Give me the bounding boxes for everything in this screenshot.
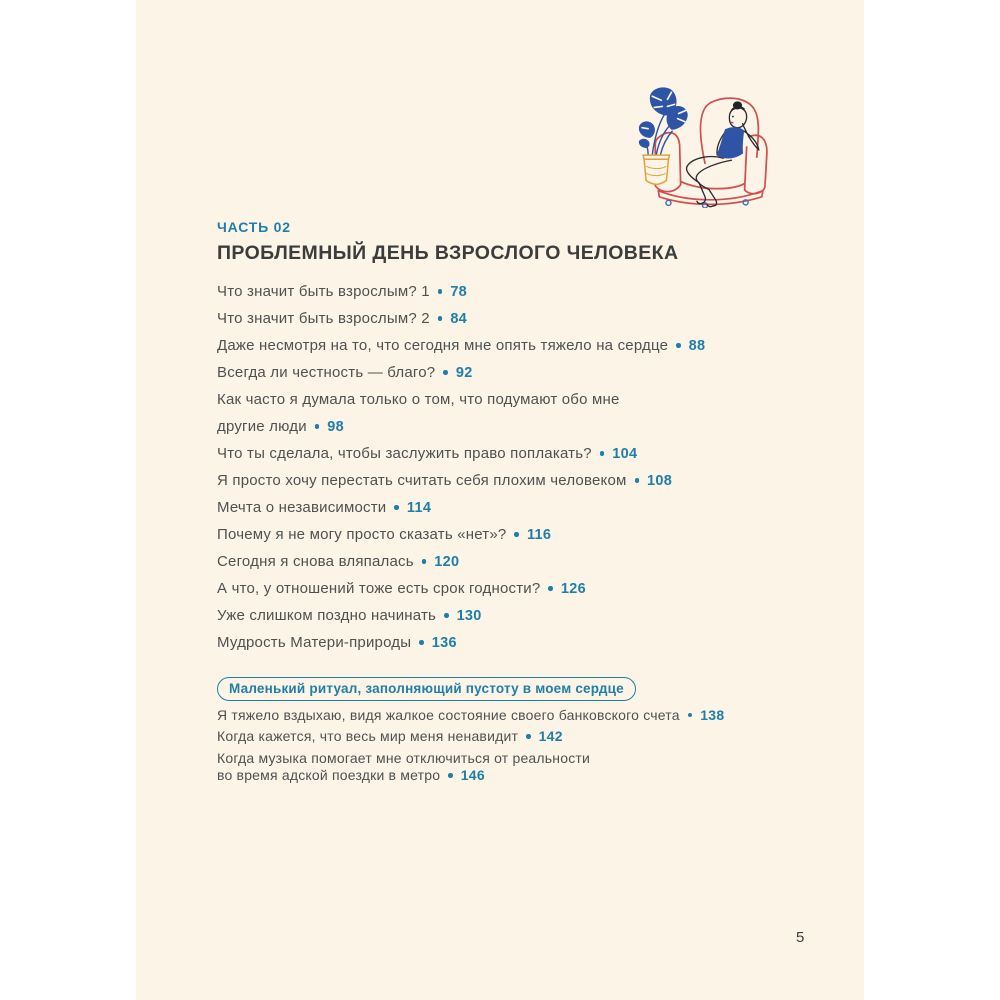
toc-entry-line — [217, 749, 797, 767]
part-title: ПРОБЛЕМНЫЙ ДЕНЬ ВЗРОСЛОГО ЧЕЛОВЕКА — [217, 242, 679, 264]
toc-item — [217, 440, 797, 467]
entry-title: Всегда ли честность — благо? — [217, 364, 436, 381]
entry-title: Даже несмотря на то, что сегодня мне опять тяжело на сердце — [217, 337, 669, 354]
entry-page-number: 146 — [460, 767, 485, 784]
toc-entry-line — [217, 467, 797, 494]
part-label: ЧАСТЬ 02 — [217, 219, 291, 235]
bullet-dot-icon — [394, 505, 399, 510]
entry-title: Что значит быть взрослым? 1 — [217, 283, 430, 300]
toc-item — [217, 575, 797, 602]
page-number: 5 — [796, 929, 805, 946]
eye-dot — [732, 116, 734, 118]
toc-item — [217, 602, 797, 629]
entry-page-number: 88 — [688, 337, 706, 354]
part-header — [217, 219, 777, 265]
toc-entry-line — [217, 521, 797, 548]
toc-item — [217, 521, 797, 548]
blue-tank-top — [717, 128, 743, 158]
entry-page-number: 116 — [526, 526, 552, 543]
entry-title: Что значит быть взрослым? 2 — [217, 310, 430, 327]
toc-item — [217, 749, 797, 784]
bullet-dot-icon — [635, 478, 640, 483]
toc-entry-line — [217, 440, 797, 467]
toc-item — [217, 494, 797, 521]
toc-item — [217, 386, 797, 440]
entry-page-number: 130 — [456, 607, 482, 624]
entry-title: другие люди — [217, 418, 307, 435]
entry-title: Мечта о независимости — [217, 499, 387, 516]
toc-item — [217, 332, 797, 359]
bullet-dot-icon — [315, 424, 320, 429]
bullet-dot-icon — [419, 640, 424, 645]
toc-entry-line — [217, 386, 797, 413]
toc-item — [217, 305, 797, 332]
toc-entry-line — [217, 629, 797, 656]
entry-title: А что, у отношений тоже есть срок годности? — [217, 580, 541, 597]
toc-item — [217, 548, 797, 575]
entry-title: Я просто хочу перестать считать себя плохим человеком — [217, 472, 627, 489]
bullet-dot-icon — [514, 532, 519, 537]
toc-item — [217, 359, 797, 386]
entry-title: Уже слишком поздно начинать — [217, 607, 437, 624]
toc-entry-line — [217, 548, 797, 575]
toc-entry-line — [217, 494, 797, 521]
entry-title: Я тяжело вздыхаю, видя жалкое состояние своего банковского счета — [217, 706, 680, 723]
toc-entry-line — [217, 767, 797, 785]
toc-entry-line — [217, 706, 797, 724]
entry-page-number: 108 — [647, 472, 673, 489]
bullet-dot-icon — [688, 713, 693, 718]
toc-list-main — [217, 278, 797, 656]
entry-page-number: 84 — [450, 310, 468, 327]
entry-page-number: 114 — [406, 499, 432, 516]
entry-page-number: 142 — [538, 728, 563, 745]
entry-title: Мудрость Матери-природы — [217, 634, 412, 651]
bullet-dot-icon — [526, 734, 531, 739]
toc-item — [217, 278, 797, 305]
toc-item — [217, 629, 797, 656]
entry-title: Когда музыка помогает мне отключиться от реальности — [217, 749, 591, 766]
entry-page-number: 126 — [560, 580, 586, 597]
bullet-dot-icon — [422, 559, 427, 564]
ritual-section-badge: Маленький ритуал, заполняющий пустоту в моем сердце — [217, 677, 636, 701]
toc-item — [217, 728, 797, 746]
entry-page-number: 120 — [434, 553, 460, 570]
armchair-woman-illustration — [638, 84, 770, 208]
entry-page-number: 136 — [431, 634, 457, 651]
bullet-dot-icon — [444, 613, 449, 618]
toc-item — [217, 706, 797, 724]
toc-entry-line — [217, 305, 797, 332]
entry-page-number: 104 — [612, 445, 638, 462]
bullet-dot-icon — [443, 370, 448, 375]
toc-entry-line — [217, 602, 797, 629]
entry-page-number: 138 — [700, 706, 725, 723]
bullet-dot-icon — [600, 451, 605, 456]
bullet-dot-icon — [438, 289, 443, 294]
entry-page-number: 78 — [450, 283, 468, 300]
entry-page-number: 98 — [327, 418, 345, 435]
bullet-dot-icon — [448, 773, 453, 778]
book-toc-page — [136, 0, 864, 1000]
toc-entry-line — [217, 332, 797, 359]
entry-title: Как часто я думала только о том, что подумают обо мне — [217, 391, 620, 408]
basket-pot — [643, 155, 669, 184]
toc-list-ritual — [217, 706, 797, 788]
entry-page-number: 92 — [455, 364, 473, 381]
toc-entry-line — [217, 413, 797, 440]
bullet-dot-icon — [438, 316, 443, 321]
toc-entry-line — [217, 278, 797, 305]
toc-entry-line — [217, 359, 797, 386]
toc-item — [217, 467, 797, 494]
entry-title: Почему я не могу просто сказать «нет»? — [217, 526, 507, 543]
bullet-dot-icon — [676, 343, 681, 348]
toc-entry-line — [217, 575, 797, 602]
entry-title: Что ты сделала, чтобы заслужить право поплакать? — [217, 445, 592, 462]
entry-title: во время адской поездки в метро — [217, 767, 441, 784]
bullet-dot-icon — [548, 586, 553, 591]
toc-entry-line — [217, 728, 797, 746]
mouth-mark — [731, 122, 734, 123]
entry-title: Когда кажется, что весь мир меня ненавидит — [217, 728, 519, 745]
entry-title: Сегодня я снова вляпалась — [217, 553, 414, 570]
